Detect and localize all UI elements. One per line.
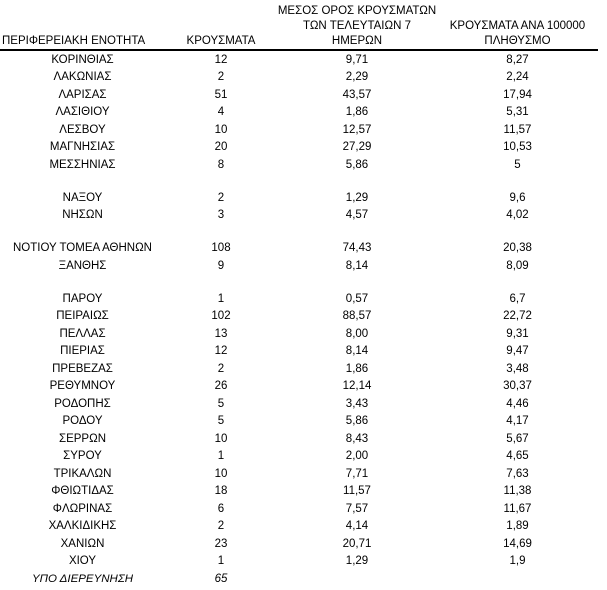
table-row: [0, 570, 598, 588]
region-cell: ΦΛΩΡΙΝΑΣ: [52, 502, 113, 515]
cases-cell: 2: [217, 362, 225, 375]
avg7-cell: 1,29: [345, 555, 369, 568]
avg7-cell: 74,43: [342, 242, 372, 255]
per100k-cell: [437, 570, 598, 588]
cases-cell: 65: [214, 572, 228, 585]
avg7-cell: 0,57: [345, 292, 369, 305]
region-cell: ΠΕΛΛΑΣ: [59, 327, 106, 340]
cases-cell: 3: [217, 209, 225, 222]
table-row: [0, 50, 598, 69]
per100k-cell: [437, 224, 598, 240]
avg7-cell: [277, 275, 437, 291]
header-7day-average-line2: ΤΩΝ ΤΕΛΕΥΤΑΙΩΝ 7: [303, 20, 411, 32]
region-cell: ΥΠΟ ΔΙΕΡΕΥΝΗΣΗ: [31, 572, 134, 585]
avg7-cell: 8,00: [345, 327, 369, 340]
table-row: [0, 448, 598, 466]
region-cell: ΧΑΝΙΩΝ: [60, 537, 105, 550]
per100k-cell: 4,65: [506, 450, 529, 463]
cases-cell: 6: [217, 502, 225, 515]
per100k-cell: 10,53: [503, 141, 532, 154]
per100k-cell: 8,27: [506, 53, 529, 66]
region-cell: ΛΑΣΙΘΙΟΥ: [55, 106, 110, 119]
table-row: [0, 325, 598, 343]
avg7-cell: 1,86: [345, 362, 369, 375]
per100k-cell: 20,38: [503, 242, 532, 255]
avg7-cell: 8,43: [345, 432, 369, 445]
region-cell: ΜΕΣΣΗΝΙΑΣ: [49, 158, 116, 171]
region-cell: ΜΑΓΝΗΣΙΑΣ: [49, 141, 116, 154]
avg7-cell: 88,57: [342, 310, 372, 323]
per100k-cell: 1,9: [509, 555, 526, 568]
cases-cell: 10: [214, 123, 228, 136]
header-row: [0, 4, 598, 50]
per100k-cell: 11,57: [503, 123, 532, 136]
avg7-cell: 27,29: [342, 141, 372, 154]
cases-cell: 2: [217, 71, 225, 84]
region-cell: ΠΡΕΒΕΖΑΣ: [52, 362, 113, 375]
avg7-cell: 12,14: [342, 380, 372, 393]
region-cell: [0, 275, 165, 291]
region-cell: ΠΕΙΡΑΙΩΣ: [56, 310, 109, 323]
cases-cell: 12: [214, 53, 228, 66]
region-cell: ΡΕΘΥΜΝΟΥ: [49, 380, 116, 393]
cases-cell: 10: [214, 432, 228, 445]
table-row: [0, 156, 598, 174]
per100k-cell: 6,7: [509, 292, 526, 305]
header-per-100000: [437, 4, 598, 50]
avg7-cell: 1,29: [345, 191, 369, 204]
avg7-cell: 8,14: [345, 259, 369, 272]
per100k-cell: 1,89: [506, 520, 529, 533]
per100k-cell: 22,72: [503, 310, 532, 323]
per100k-cell: 4,17: [506, 415, 529, 428]
per100k-cell: 7,63: [506, 467, 529, 480]
avg7-cell: 7,71: [345, 467, 369, 480]
table-row: [0, 553, 598, 571]
cases-cell: [165, 174, 277, 190]
header-7day-average-line1: ΜΕΣΟΣ ΟΡΟΣ ΚΡΟΥΣΜΑΤΩΝ: [277, 5, 437, 17]
table-row: [0, 86, 598, 104]
table-row: [0, 518, 598, 536]
cases-cell: 10: [214, 467, 228, 480]
header-cases: [165, 4, 277, 50]
regional-cases-table: [0, 4, 598, 588]
per100k-cell: 5,31: [506, 106, 529, 119]
per100k-cell: 5: [514, 158, 521, 171]
region-cell: ΡΟΔΟΥ: [62, 415, 103, 428]
table-row: [0, 378, 598, 396]
avg7-cell: 12,57: [342, 123, 372, 136]
region-cell: ΧΙΟΥ: [68, 555, 97, 568]
cases-cell: 1: [217, 292, 225, 305]
spacer-row: [0, 224, 598, 240]
per100k-cell: 8,09: [506, 259, 529, 272]
table-row: [0, 207, 598, 225]
per100k-cell: 11,38: [503, 485, 532, 498]
avg7-cell: 7,57: [345, 502, 369, 515]
per100k-cell: 9,6: [509, 191, 526, 204]
cases-cell: [165, 224, 277, 240]
per100k-cell: 30,37: [503, 380, 532, 393]
per100k-cell: 14,69: [503, 537, 532, 550]
per100k-cell: 3,48: [506, 362, 529, 375]
cases-cell: 18: [214, 485, 228, 498]
region-cell: ΤΡΙΚΑΛΩΝ: [53, 467, 112, 480]
cases-cell: 26: [214, 380, 228, 393]
table-row: [0, 69, 598, 87]
cases-cell: 8: [217, 158, 225, 171]
avg7-cell: 20,71: [342, 537, 372, 550]
region-cell: [0, 174, 165, 190]
region-cell: ΚΟΡΙΝΘΙΑΣ: [51, 53, 114, 66]
cases-cell: 1: [217, 555, 225, 568]
cases-cell: 13: [214, 327, 228, 340]
region-cell: ΦΘΙΩΤΙΔΑΣ: [51, 485, 114, 498]
spacer-row: [0, 275, 598, 291]
avg7-cell: 2,00: [345, 450, 369, 463]
header-7day-average: [277, 4, 437, 50]
region-cell: ΛΕΣΒΟΥ: [59, 123, 106, 136]
region-cell: ΣΕΡΡΩΝ: [58, 432, 107, 445]
cases-cell: 9: [217, 259, 225, 272]
per100k-cell: 2,24: [506, 71, 529, 84]
region-cell: ΣΥΡΟΥ: [63, 450, 102, 463]
cases-cell: 51: [214, 88, 228, 101]
table-row: [0, 483, 598, 501]
region-cell: ΞΑΝΘΗΣ: [58, 259, 107, 272]
per100k-cell: [437, 275, 598, 291]
region-cell: ΛΑΡΙΣΑΣ: [58, 88, 107, 101]
header-per-100000-line2: ΠΛΗΘΥΣΜΟ: [484, 35, 551, 47]
cases-cell: 12: [214, 345, 228, 358]
avg7-cell: [277, 224, 437, 240]
per100k-cell: 5,67: [506, 432, 529, 445]
avg7-cell: 3,43: [345, 397, 369, 410]
table-row: [0, 395, 598, 413]
avg7-cell: 2,29: [345, 71, 369, 84]
table-row: [0, 104, 598, 122]
cases-cell: 4: [217, 106, 225, 119]
cases-cell: 1: [217, 450, 225, 463]
header-per-100000-line1: ΚΡΟΥΣΜΑΤΑ ΑΝΑ 100000: [449, 20, 586, 32]
table-row: [0, 343, 598, 361]
cases-cell: 2: [217, 191, 225, 204]
cases-cell: 2: [217, 520, 225, 533]
table-row: [0, 139, 598, 157]
table-row: [0, 360, 598, 378]
avg7-cell: 5,86: [345, 158, 369, 171]
region-cell: ΠΙΕΡΙΑΣ: [60, 345, 105, 358]
region-cell: [0, 224, 165, 240]
avg7-cell: 8,14: [345, 345, 369, 358]
cases-cell: [165, 275, 277, 291]
table-row: [0, 121, 598, 139]
table-row: [0, 308, 598, 326]
table-row: [0, 430, 598, 448]
region-cell: ΛΑΚΩΝΙΑΣ: [53, 71, 112, 84]
per100k-cell: 9,47: [506, 345, 529, 358]
avg7-cell: [277, 570, 437, 588]
per100k-cell: 4,46: [506, 397, 529, 410]
cases-cell: 102: [211, 310, 231, 323]
avg7-cell: 4,57: [345, 209, 369, 222]
table-row: [0, 189, 598, 207]
table-row: [0, 500, 598, 518]
region-cell: ΝΑΞΟΥ: [62, 191, 103, 204]
avg7-cell: 5,86: [345, 415, 369, 428]
table-row: [0, 240, 598, 258]
avg7-cell: 1,86: [345, 106, 369, 119]
header-cases-label: ΚΡΟΥΣΜΑΤΑ: [186, 35, 256, 47]
cases-cell: 23: [214, 537, 228, 550]
avg7-cell: 11,57: [343, 485, 371, 498]
per100k-cell: 17,94: [503, 88, 532, 101]
header-region-label: ΠΕΡΙΦΕΡΕΙΑΚΗ ΕΝΟΤΗΤΑ: [2, 35, 146, 47]
table-row: [0, 257, 598, 275]
header-region: [0, 4, 165, 50]
region-cell: ΧΑΛΚΙΔΙΚΗΣ: [48, 520, 117, 533]
region-cell: ΝΗΣΩΝ: [62, 209, 103, 222]
table-row: [0, 535, 598, 553]
per100k-cell: [437, 174, 598, 190]
per100k-cell: 4,02: [506, 209, 529, 222]
avg7-cell: 9,71: [345, 53, 369, 66]
region-cell: ΡΟΔΟΠΗΣ: [54, 397, 111, 410]
cases-cell: 20: [214, 141, 228, 154]
cases-cell: 5: [217, 397, 225, 410]
table-row: [0, 290, 598, 308]
avg7-cell: [277, 174, 437, 190]
avg7-cell: 4,14: [345, 520, 369, 533]
table-row: [0, 465, 598, 483]
cases-cell: 5: [217, 415, 225, 428]
region-cell: ΠΑΡΟΥ: [62, 292, 103, 305]
spacer-row: [0, 174, 598, 190]
per100k-cell: 9,31: [506, 327, 529, 340]
per100k-cell: 11,67: [503, 502, 532, 515]
region-cell: ΝΟΤΙΟΥ ΤΟΜΕΑ ΑΘΗΝΩΝ: [13, 242, 152, 255]
cases-cell: 108: [211, 242, 231, 255]
table-row: [0, 413, 598, 431]
header-7day-average-line3: ΗΜΕΡΩΝ: [331, 35, 383, 47]
avg7-cell: 43,57: [342, 88, 372, 101]
